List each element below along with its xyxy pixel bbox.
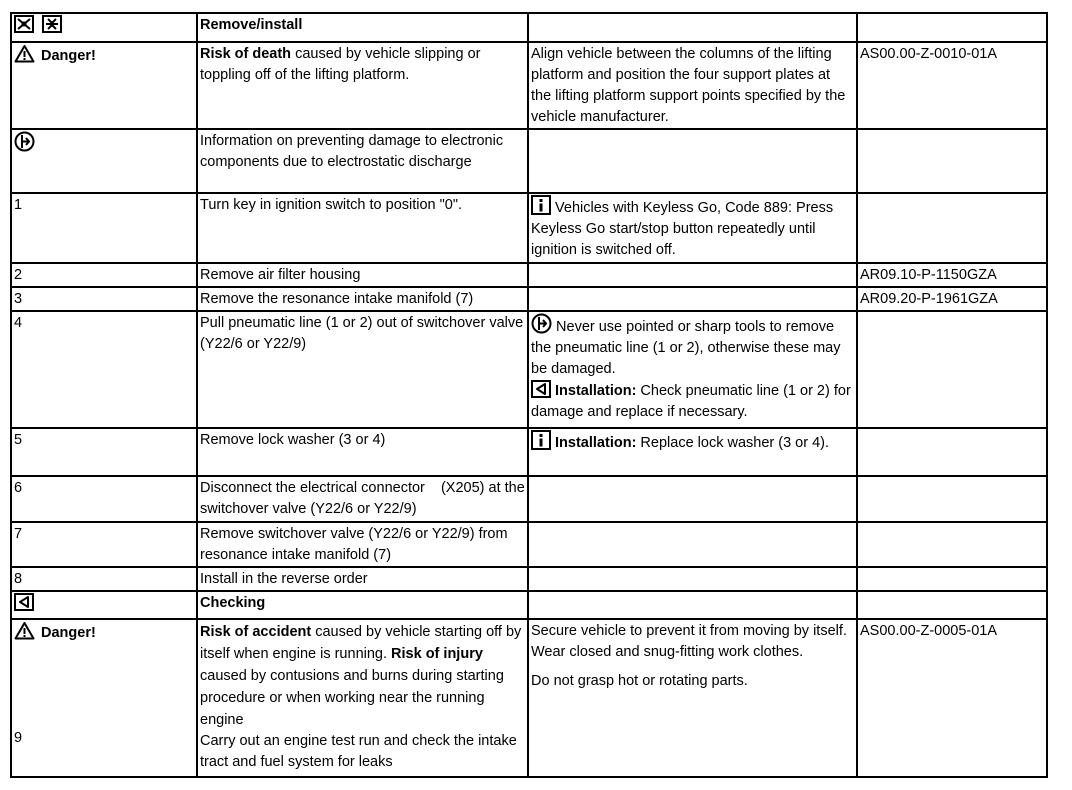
step-row <box>11 311 1047 428</box>
removal-icon <box>14 15 34 33</box>
step-row <box>11 522 1047 567</box>
danger-row <box>11 42 1047 129</box>
step-text: Remove lock washer (3 or 4) <box>197 428 528 476</box>
danger-risk-cell <box>197 619 528 777</box>
header-icons-cell <box>11 13 197 42</box>
step-text: Remove the resonance intake manifold (7) <box>197 287 528 311</box>
reference-link[interactable]: AS00.00-Z-0005-01A <box>860 623 998 639</box>
step-row <box>11 287 1047 311</box>
section-title: Checking <box>200 595 266 611</box>
esd-icon <box>531 313 552 334</box>
empty-cell <box>528 263 857 287</box>
step-text: Remove switchover valve (Y22/6 or Y22/9) from resonance intake manifold (7) <box>197 522 528 567</box>
step-number: 2 <box>11 263 197 287</box>
page-title: Remove/install <box>200 17 303 33</box>
action-text: Align vehicle between the columns of the lifting platform and position the four support plates at the lifting platform support points specified by the vehicle manufacturer. <box>531 46 846 125</box>
risk-text: caused by vehicle slipping or toppling off of the lifting platform. <box>200 46 481 83</box>
danger-cell <box>11 619 197 777</box>
step-note-cell <box>528 428 857 476</box>
empty-cell <box>528 567 857 591</box>
esd-note-text: Information on preventing damage to electronic components due to electrostatic discharge <box>200 133 504 170</box>
step-number: 8 <box>11 567 197 591</box>
reference-link[interactable]: AS00.00-Z-0010-01A <box>860 46 998 62</box>
empty-cell <box>857 193 1047 263</box>
installation-label: Installation: <box>551 383 637 399</box>
risk-heading: Risk of accident <box>200 624 312 640</box>
esd-text-cell <box>197 129 528 193</box>
installation-label: Installation: <box>551 435 637 451</box>
danger-risk-cell <box>197 42 528 129</box>
step-row <box>11 428 1047 476</box>
danger-label: Danger! <box>41 48 96 64</box>
step-row <box>11 567 1047 591</box>
reference-link[interactable]: AR09.10-P-1150GZA <box>860 267 997 283</box>
reference-cell <box>857 619 1047 777</box>
info-icon <box>531 430 551 450</box>
installation-text: Replace lock washer (3 or 4). <box>636 435 830 451</box>
checking-row <box>11 591 1047 619</box>
step-row <box>11 193 1047 263</box>
step-text: Pull pneumatic line (1 or 2) out of switchover valve (Y22/6 or Y22/9) <box>197 311 528 428</box>
empty-cell <box>528 591 857 619</box>
action-text: Secure vehicle to prevent it from moving by itself. <box>531 623 847 639</box>
installation-arrow-icon <box>531 380 551 398</box>
warning-triangle-icon <box>14 621 35 640</box>
reference-cell <box>857 263 1047 287</box>
step-row <box>11 263 1047 287</box>
installation-text: Check pneumatic line (1 or 2) for damage and replace if necessary. <box>531 383 851 420</box>
reference-cell <box>857 42 1047 129</box>
step-text: Turn key in ignition switch to position "0". <box>197 193 528 263</box>
step-text: Remove air filter housing <box>197 263 528 287</box>
empty-cell <box>857 428 1047 476</box>
reference-link[interactable]: AR09.20-P-1961GZA <box>860 291 998 307</box>
step-text: Disconnect the electrical connector (X205) at the switchover valve (Y22/6 or Y22/9) <box>197 476 528 522</box>
esd-icon-cell <box>11 129 197 193</box>
reference-cell <box>857 287 1047 311</box>
empty-cell <box>528 287 857 311</box>
empty-cell <box>528 13 857 42</box>
info-icon <box>531 195 551 215</box>
step-number: 1 <box>11 193 197 263</box>
step-text: Carry out an engine test run and check the intake tract and fuel system for leaks <box>200 733 517 770</box>
empty-cell <box>528 129 857 193</box>
danger-action-cell <box>528 619 857 777</box>
step-number: 7 <box>11 522 197 567</box>
procedure-table <box>10 12 1048 778</box>
step-note-cell <box>528 193 857 263</box>
danger-action-cell <box>528 42 857 129</box>
empty-cell <box>857 567 1047 591</box>
step-note-cell <box>528 311 857 428</box>
step-number: 6 <box>11 476 197 522</box>
empty-cell <box>857 591 1047 619</box>
risk-heading: Risk of injury <box>391 646 483 662</box>
step-number: 5 <box>11 428 197 476</box>
empty-cell <box>857 522 1047 567</box>
checking-icon-cell <box>11 591 197 619</box>
empty-cell <box>857 13 1047 42</box>
note-caution <box>531 313 854 380</box>
esd-row <box>11 129 1047 193</box>
empty-cell <box>528 522 857 567</box>
risk-text: caused by contusions and burns during starting procedure or when working near the running engine <box>200 668 504 728</box>
empty-cell <box>857 129 1047 193</box>
header-title-cell <box>197 13 528 42</box>
caution-text: Never use pointed or sharp tools to remove the pneumatic line (1 or 2), otherwise these may be damaged. <box>531 319 841 377</box>
step-row <box>11 476 1047 522</box>
step-number: 9 <box>14 730 23 746</box>
checking-title-cell <box>197 591 528 619</box>
empty-cell <box>857 311 1047 428</box>
risk-block <box>200 621 525 731</box>
esd-icon <box>14 131 35 152</box>
header-row <box>11 13 1047 42</box>
action-text: Wear closed and snug-fitting work clothes. <box>531 644 804 660</box>
note-installation <box>531 380 854 423</box>
action-text: Do not grasp hot or rotating parts. <box>531 673 748 689</box>
danger-row <box>11 619 1047 777</box>
step-note-text: Vehicles with Keyless Go, Code 889: Press Keyless Go start/stop button repeatedly until ignition is switched off. <box>531 200 834 258</box>
warning-triangle-icon <box>14 44 35 63</box>
empty-cell <box>857 476 1047 522</box>
empty-cell <box>528 476 857 522</box>
step-number: 4 <box>11 311 197 428</box>
danger-label: Danger! <box>41 625 96 641</box>
installation-icon <box>42 15 62 33</box>
risk-heading: Risk of death <box>200 46 292 62</box>
step-text: Install in the reverse order <box>197 567 528 591</box>
risk-text: caused by vehicle starting off by itself when engine is running. <box>200 624 522 662</box>
danger-cell <box>11 42 197 129</box>
step-number: 3 <box>11 287 197 311</box>
installation-arrow-icon <box>14 593 34 611</box>
